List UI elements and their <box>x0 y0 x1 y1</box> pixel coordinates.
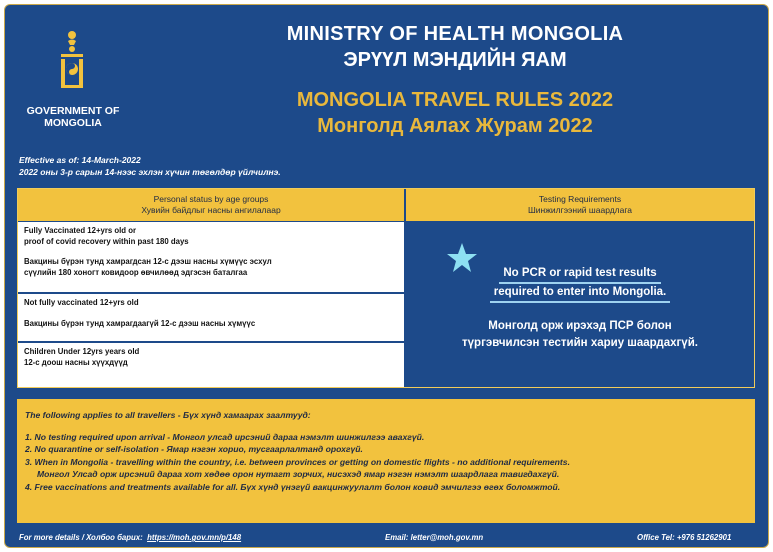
title-mn: ЭРҮҮЛ МЭНДИЙН ЯАМ <box>343 49 567 71</box>
government-label: GOVERNMENT OF MONGOLIA <box>26 105 120 129</box>
poster <box>4 4 769 548</box>
details-link[interactable]: https://moh.gov.mn/p/148 <box>147 533 242 542</box>
no-pcr-requirement-en: No PCR or rapid test results required to enter into Mongolia. <box>406 265 754 303</box>
government-logo <box>17 23 129 141</box>
travel-rules-title-mn: Монголд Аялах Журам 2022 <box>317 115 593 137</box>
rule-item: 3. When in Mongolia - travelling within the country, i.e. between provinces or getting on domestic flights - no additional requirements. <box>25 456 570 467</box>
rule-item: 2. No quarantine or self-isolation - Ямар нэгэн хорио, тусгаарлалтанд орохгүй. <box>25 444 363 454</box>
table-header-status: Personal status by age groups Хувийн байдлыг насны ангилалаар <box>18 189 405 221</box>
footer-phone: Office Tel: +976 51262901 <box>637 533 732 542</box>
all-travellers-heading: The following applies to all travellers - Бүх хүнд хамаарах заалтууд: <box>25 410 311 420</box>
table-header-testing: Testing Requirements Шинжилгээний шаардлага <box>406 189 754 221</box>
table-row-fully-vaccinated: Fully Vaccinated 12+yrs old or proof of covid recovery within past 180 days Вакцины бүрэн тунд хамрагдсан 12-с дээш насны хүмүүс эсхул сүүлийн 180 хоногт ковидоор өвчилөөд эдгэсэн баталгаа <box>18 222 405 293</box>
table-row-not-vaccinated: Not fully vaccinated 12+yrs old Вакцины бүрэн тунд хамрагдаагүй 12-с дээш насны хүмүүс <box>18 294 405 342</box>
rules-table <box>17 188 755 388</box>
title-en: MINISTRY OF HEALTH MONGOLIA <box>286 23 624 45</box>
footer-email[interactable]: Email: letter@moh.gov.mn <box>385 533 484 542</box>
rule-item: 4. Free vaccinations and treatments available for all. Бүх хүнд үнэгүй вакцинжуулалт болон ковид эмчилгээ өгөх боломжтой. <box>25 481 561 492</box>
rule-item: Монгол Улсад орж ирсэний дараа хот хөдөө орон нутагт зорчих, нисэхэд ямар нэгэн нэмэлт шаардлага тавигдахгүй. <box>37 469 560 479</box>
testing-requirement-panel <box>406 222 754 387</box>
all-travellers-box <box>17 399 755 523</box>
no-pcr-requirement-mn: Монголд орж ирэхэд ПСР болон түргэвчилсэн тестийн хариу шаардахгүй. <box>462 320 698 349</box>
effective-date-en: Effective as of: 14-March-2022 <box>19 155 141 165</box>
travel-rules-title-en: MONGOLIA TRAVEL RULES 2022 <box>296 89 614 111</box>
rule-item: 1. No testing required upon arrival - Монгол улсад ирсэний дараа нэмэлт шинжилгээ авахгүй. <box>25 431 425 442</box>
soyombo-emblem-icon <box>57 29 87 93</box>
table-row-children: Children Under 12yrs years old 12-с доош насны хүүхдүүд <box>18 343 405 387</box>
footer-details: For more details / Холбоо барих: https://moh.gov.mn/p/148 <box>19 533 242 542</box>
effective-date-mn: 2022 оны 3-р сарын 14-нээс эхлэн хүчин төгөлдөр үйлчилнэ. <box>19 167 281 177</box>
